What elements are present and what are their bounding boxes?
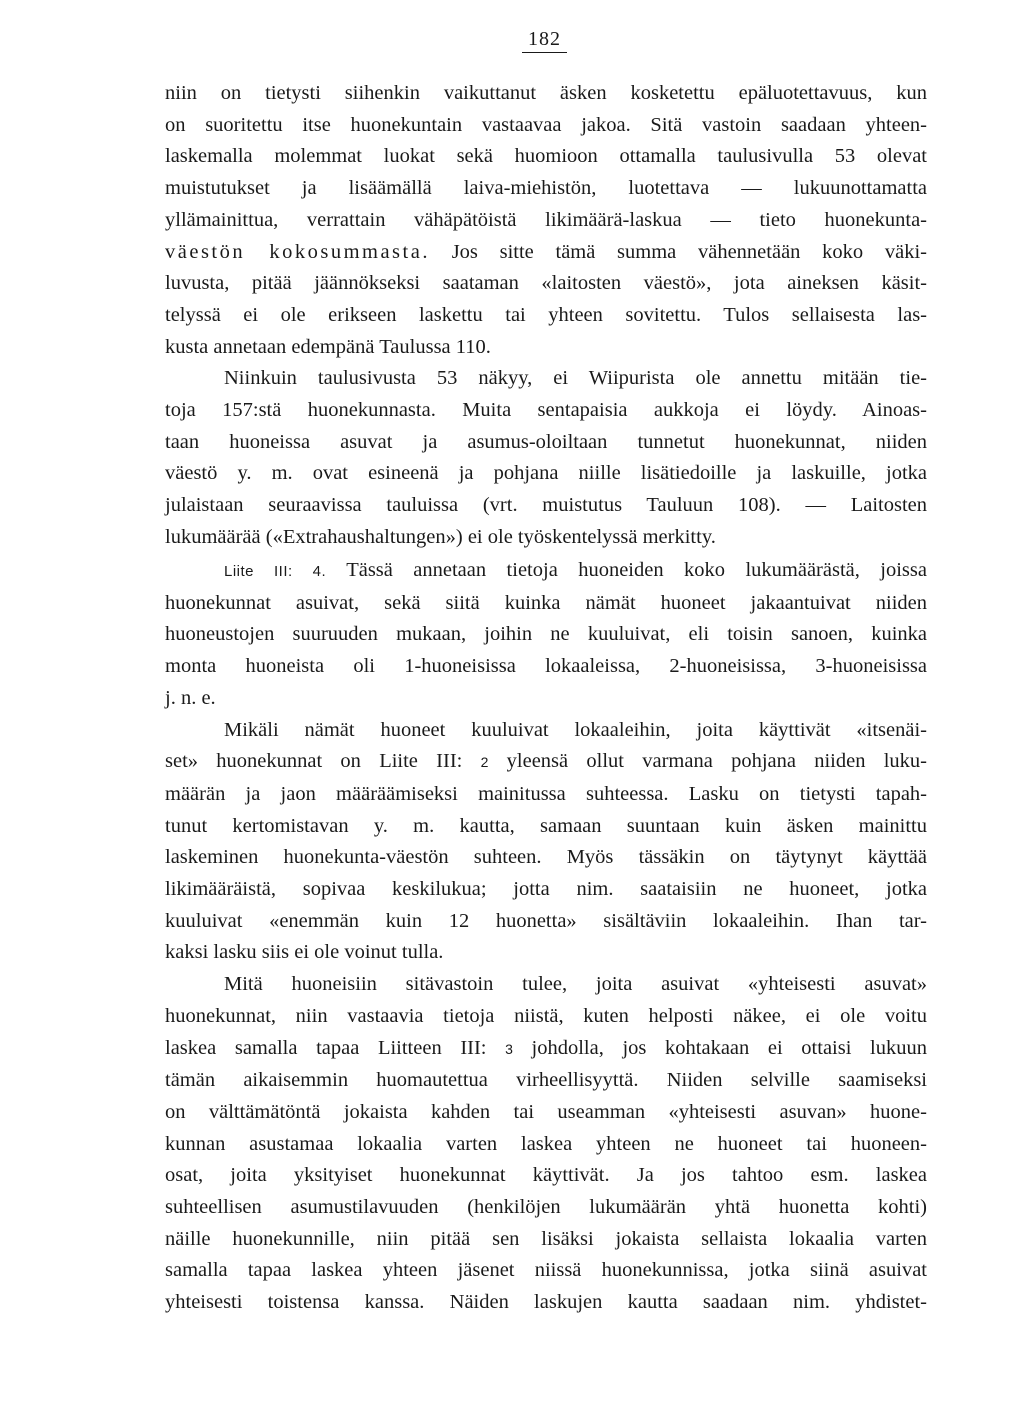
paragraph-1 (165, 78, 927, 363)
text-line: luvusta, pitää jäännökseksi saataman «laitosten väestö», jota aineksen käsit- (165, 272, 927, 295)
text-line: set» huonekunnat on Liite III: 2 yleensä ollut varmana pohjana niiden luku- (165, 750, 927, 773)
text-column-top (165, 78, 927, 554)
page-number: 182 (522, 28, 567, 53)
text-line: osat, joita yksityiset huonekunnat käyttivät. Ja jos tahtoo esm. laskea (165, 1164, 927, 1187)
text-line: on suoritettu itse huonekuntain vastaavaa jakoa. Sitä vastoin saadaan yhteen- (165, 113, 927, 136)
text-line: taan huoneissa asuvat ja asumus-oloiltaan tunnetut huonekunnat, niiden (165, 430, 927, 453)
text-line: huonekunnat, niin vastaavia tietoja niistä, kuten helposti näkee, ei ole voitu (165, 1004, 927, 1027)
text-line: laskemalla molemmat luokat sekä huomioon ottamalla taulusivulla 53 olevat (165, 145, 927, 168)
text-line: likimääräistä, sopivaa keskilukua; jotta nim. saataisiin ne huoneet, jotka (165, 878, 927, 901)
text-line: näille huonekunnille, niin pitää sen lisäksi jokaista sellaista lokaalia varten (165, 1227, 927, 1250)
text-line: monta huoneista oli 1-huoneisissa lokaaleissa, 2-huoneisissa, 3-huoneisissa (165, 655, 927, 678)
text-line: on välttämätöntä jokaista kahden tai useamman «yhteisesti asuvan» huone- (165, 1100, 927, 1123)
paragraph-4 (165, 715, 927, 970)
text-line: tämän aikaisemmin huomautettua virheellisyyttä. Niiden selville saamiseksi (165, 1069, 927, 1092)
text-line: tunut kertomistavan y. m. kautta, samaan suuntaan kuin äsken mainittu (165, 814, 927, 837)
text-line: suhteellisen asumustilavuuden (henkilöjen lukumäärän yhtä huonetta kohti) (165, 1196, 927, 1219)
text-line: Mitä huoneisiin sitävastoin tulee, joita asuivat «yhteisesti asuvat» (224, 973, 927, 996)
text-line: Mikäli nämät huoneet kuuluivat lokaaleihin, joita käyttivät «itsenäi- (224, 718, 927, 741)
text-line: telyssä ei ole erikseen laskettu tai yhteen sovitettu. Tulos sellaisesta las- (165, 303, 927, 326)
text-line: huonekunnat asuivat, sekä siitä kuinka nämät huoneet jakaantuivat niiden (165, 591, 927, 614)
text-line: Niinkuin taulusivusta 53 näkyy, ei Wiipurista ole annettu mitään tie- (224, 367, 927, 390)
text-line: kaksi lasku siis ei ole voinut tulla. (165, 941, 444, 964)
text-line: muistutukset ja lisäämällä laiva-miehistön, luotettava — lukuunottamatta (165, 177, 927, 200)
paragraph-3 (165, 555, 927, 715)
paragraph-2 (165, 363, 927, 553)
appendix-reference: Liite III: 4. (224, 563, 327, 580)
paragraph-5 (165, 969, 927, 1319)
text-line: määrän ja jaon määräämiseksi mainitussa suhteessa. Lasku on tietysti tapah- (165, 782, 927, 805)
text-line: yllämainittua, verrattain vähäpätöistä likimäärä-laskua — tieto huonekunta- (165, 208, 927, 231)
text-line: kuuluivat «enemmän kuin 12 huonetta» sisältäviin lokaaleihin. Ihan tar- (165, 909, 927, 932)
text-line: väestö y. m. ovat esineenä ja pohjana niille lisätiedoille ja laskuille, jotka (165, 462, 927, 485)
text-line: julaistaan seuraavissa tauluissa (vrt. muistutus Tauluun 108). — Laitosten (165, 494, 927, 517)
text-line: laskea samalla tapaa Liitteen III: 3 johdolla, jos kohtakaan ei ottaisi lukuun (165, 1036, 927, 1059)
text-line: samalla tapaa laskea yhteen jäsenet niissä huonekunnissa, jotka siinä asuivat (165, 1259, 927, 1282)
text-line: huoneustojen suuruuden mukaan, joihin ne kuuluivat, eli toisin sanoen, kuinka (165, 623, 927, 646)
text-line: kunnan asustamaa lokaalia varten laskea yhteen ne huoneet tai huoneen- (165, 1132, 927, 1155)
text-line: niin on tietysti siihenkin vaikuttanut äsken kosketettu epäluotettavuus, kun (165, 82, 927, 104)
text-line: toja 157:stä huonekunnasta. Muita sentapaisia aukkoja ei löydy. Ainoas- (165, 399, 927, 422)
text-line: yhteisesti toistensa kanssa. Näiden laskujen kautta saadaan nim. yhdistet- (165, 1291, 927, 1314)
emphasized-term: väestön kokosummasta. (165, 240, 430, 263)
text-line: lukumäärää («Extrahaushaltungen») ei ole työskentelyssä merkitty. (165, 525, 716, 548)
text-line: kusta annetaan edempänä Taulussa 110. (165, 335, 491, 358)
text-line: väestön kokosummasta. Jos sitte tämä summa vähennetään koko väki- (165, 240, 927, 263)
text-line: j. n. e. (165, 686, 216, 709)
page-header (0, 28, 1024, 53)
text-line: laskeminen huonekunta-väestön suhteen. Myös tässäkin on täytynyt käyttää (165, 846, 927, 869)
appendix-number: 2 (480, 754, 489, 771)
appendix-number: 3 (505, 1040, 513, 1057)
text-line: Liite III: 4. Tässä annetaan tietoja huoneiden koko lukumäärästä, joissa (224, 559, 927, 581)
text-column-bottom (165, 555, 927, 1319)
